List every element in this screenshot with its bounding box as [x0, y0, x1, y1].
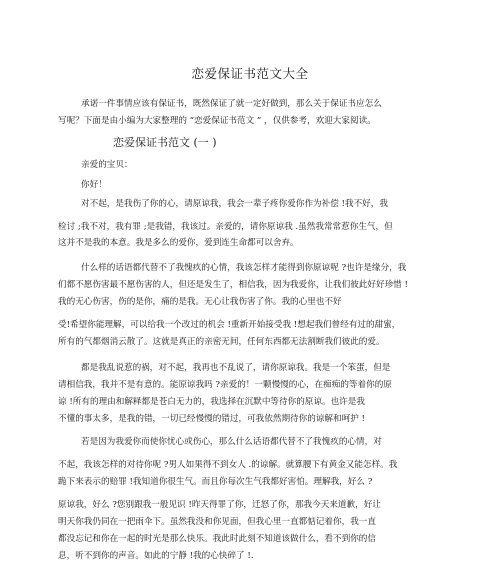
intro-line: 承诺一件事情应该有保证书，既然保证了就一定好做到，那么关于保证书应怎么	[81, 99, 382, 109]
body-line: 们都不愿伤害最不愿伤害的人，但还是发生了，相信我，因为我爱你，让我们彼此好好珍惜 !	[58, 280, 408, 290]
body-line: 原谅我，好么 ?您别跟我一般见识 !昨天得罪了你，迁怒了你，那我今天来道歉，好让	[58, 500, 381, 510]
body-line: 请相信我，我并不是有意的。能原谅我吗 ?亲爱的！一颗慢慢的心，在痴痴的等着你的原	[58, 380, 392, 390]
body-line: 检讨 ;我不对，我有罪 ;是我错，我该过。亲爱的，请你原谅我 .虽然我常常惹你生气，但	[58, 222, 393, 232]
body-line: 都是我乱说惹的祸，对不起，我再也不乱说了，请你原谅我。我是一个笨蛋，但是	[81, 363, 391, 373]
section-heading: 恋爱保证书范文 (一 )	[113, 136, 217, 149]
body-line: 都没忘记和你在一起的时光是那么快乐。我此时此刻不知道该做什么，看不到你的信	[58, 534, 376, 544]
body-line: 跪下来表示的赔罪 !我知道你很生气。而且你每次生气我都好害怕。理解我，好么 ?	[58, 477, 373, 487]
body-line: 不懂的事太多，是我的错，一切已经慢慢的错过，可我依然期待你的谅解和呵护 !	[58, 414, 365, 424]
document-title: 恋爱保证书范文大全	[191, 66, 309, 81]
body-line: 所有的气都烟消云散了。这就是真正的亲密无间，任何东西都无法割断我们彼此的爱。	[58, 337, 385, 347]
body-line: 什么样的话语都代替不了我愧疚的心情，我该怎样才能得到你原谅呢 ?也许是缘分，我	[81, 263, 407, 273]
intro-line: 写呢？下面是由小编为大家整理的 “恋爱保证书范文 ” ，仅供参考，欢迎大家阅读。	[58, 116, 376, 126]
body-line: 这并不是我的本意。我是多么的爱你，爱到连生命都可以舍弃。	[58, 238, 299, 248]
body-line: 不起，我该怎样的对待你呢 ?男人如果得不到女人 .的谅解。就算腰下有黄金又能怎样。我	[58, 460, 398, 470]
body-line: 息，听不到你的声音。如此的宁静 !我的心快碎了 !.	[58, 551, 254, 561]
body-line: 受!希望你能理解，可以给我一个改过的机会 !重新开始接受我 !想起我们曾经有过的甜蜜，	[58, 320, 401, 330]
body-line: 我的无心伤害，伤的是你，痛的是我。无心让我伤害了你。我的心里也不好	[58, 297, 342, 307]
body-line: 谅 !所有的理由和解释都是苍白无力的，我选择在沉默中等待你的原谅。也许是我	[58, 397, 365, 407]
salutation: 亲爱的宝贝：	[81, 160, 133, 170]
body-line: 若是因为我爱你而使你忧心或伤心，那么什么话语都代替不了我愧疚的心情，对	[81, 437, 382, 447]
greeting: 你好！	[81, 180, 107, 190]
body-line: 明天你我仍同在一把雨伞下。虽然我没和你见面，但我心里一直都惦记着你，我一直	[58, 517, 376, 527]
body-line: 对不起，是我伤了你的心，请原谅我，我会一辈子疼你爱你作为补偿 !我不好，我	[81, 199, 388, 209]
